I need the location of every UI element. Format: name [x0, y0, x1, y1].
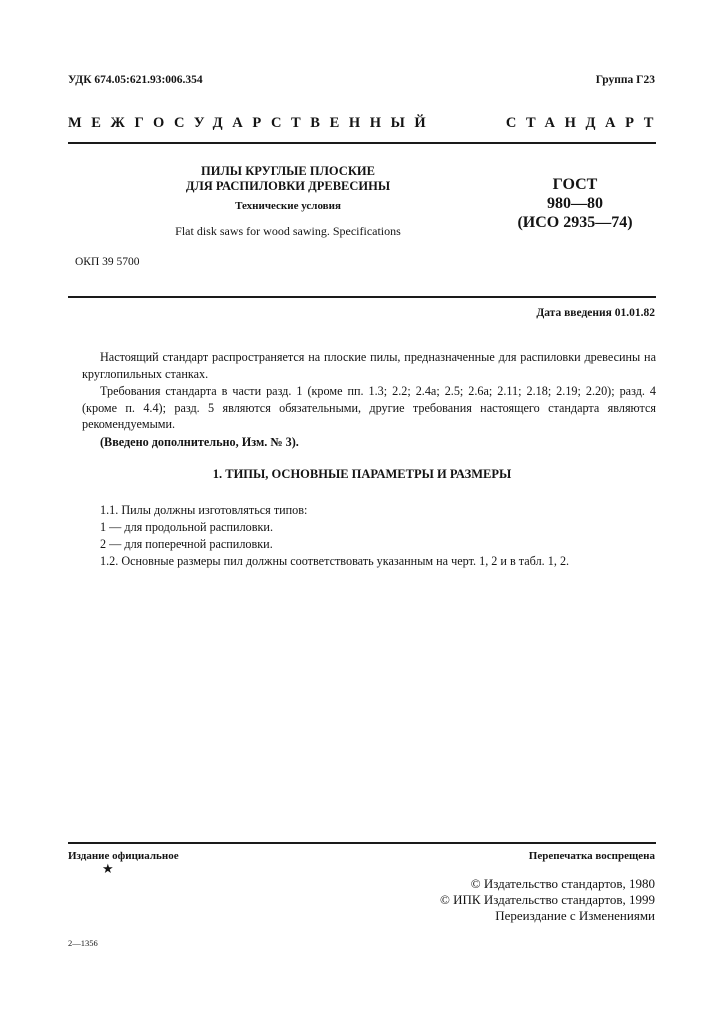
- interstate-label: МЕЖГОСУДАРСТВЕННЫЙ: [68, 115, 436, 131]
- title-english: Flat disk saws for wood sawing. Specifications: [175, 224, 401, 238]
- title-line-2: ДЛЯ РАСПИЛОВКИ ДРЕВЕСИНЫ: [185, 179, 391, 193]
- gost-designation: [505, 175, 645, 232]
- copyright-block: [440, 876, 655, 924]
- udk-code: УДК 674.05:621.93:006.354: [68, 74, 203, 86]
- copyright-1980: © Издательство стандартов, 1980: [470, 876, 655, 891]
- clause-1-1-type-2: 2 — для поперечной распиловки.: [100, 537, 273, 551]
- gost-line-3: (ИСО 2935—74): [517, 214, 633, 231]
- official-edition-label: Издание официальное: [68, 850, 179, 862]
- title-block: [120, 164, 456, 239]
- reissue-note: Переиздание с Изменениями: [495, 908, 655, 923]
- gost-line-1: ГОСТ: [552, 176, 598, 193]
- copyright-1999: © ИПК Издательство стандартов, 1999: [440, 892, 655, 907]
- title-subtitle: Технические условия: [235, 200, 341, 212]
- paragraph-scope: Настоящий стандарт распространяется на плоские пилы, предназначенные для распиловки древесины на круглопильных станках.: [82, 350, 656, 381]
- clause-1-2: 1.2. Основные размеры пил должны соответствовать указанным на черт. 1, 2 и в табл. 1, 2.: [100, 554, 570, 568]
- top-rule: [68, 142, 656, 144]
- gost-line-2: 980—80: [547, 195, 603, 212]
- okp-code: ОКП 39 5700: [75, 256, 140, 268]
- footer-rule: [68, 842, 656, 844]
- introduction-date: Дата введения 01.01.82: [536, 307, 655, 319]
- standard-label: СТАНДАРТ: [505, 115, 663, 131]
- reprint-prohibited-label: Перепечатка воспрещена: [528, 850, 655, 862]
- clause-1-1-type-1: 1 — для продольной распиловки.: [100, 520, 274, 534]
- group-code: Группа Г23: [595, 74, 655, 86]
- section-heading: 1. ТИПЫ, ОСНОВНЫЕ ПАРАМЕТРЫ И РАЗМЕРЫ: [212, 467, 512, 481]
- paragraph-amendment: (Введено дополнительно, Изм. № 3).: [100, 435, 299, 449]
- star-icon: ★: [102, 861, 114, 876]
- paragraph-requirements: Требования стандарта в части разд. 1 (кроме пп. 1.3; 2.2; 2.4а; 2.5; 2.6а; 2.11; 2.18; 2.19; 2.20); разд. 4 (кроме п. 4.4); разд. 5 являются обязательными, другие требования настоящего стандарта являются рекомендуемыми.: [82, 384, 656, 431]
- title-line-1: ПИЛЫ КРУГЛЫЕ ПЛОСКИЕ: [201, 164, 375, 178]
- clause-1-1: 1.1. Пилы должны изготовляться типов:: [100, 503, 308, 517]
- middle-rule: [68, 296, 656, 298]
- page-code: 2—1356: [68, 938, 98, 948]
